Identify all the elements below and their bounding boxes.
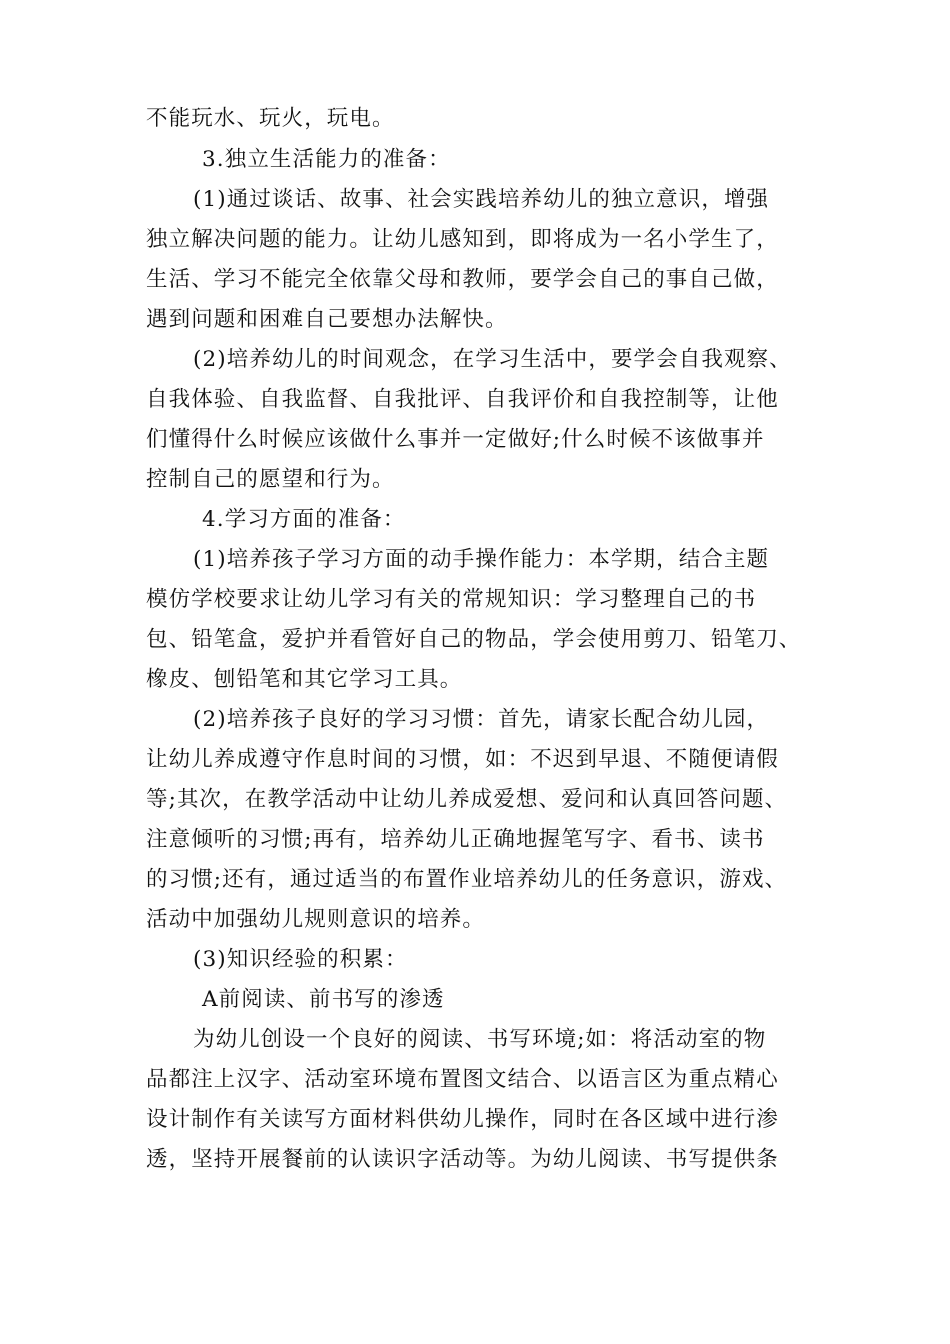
text-line: (1)通过谈话、故事、社会实践培养幼儿的独立意识，增强	[193, 187, 770, 212]
text-line: 品都注上汉字、活动室环境布置图文结合、以语言区为重点精心	[146, 1067, 779, 1092]
text-line: (2)培养孩子良好的学习习惯：首先，请家长配合幼儿园，	[193, 707, 770, 732]
section-heading: 4.学习方面的准备：	[202, 507, 406, 532]
text-line: 独立解决问题的能力。让幼儿感知到，即将成为一名小学生了，	[146, 227, 779, 252]
text-line: 让幼儿养成遵守作息时间的习惯，如：不迟到早退、不随便请假	[146, 747, 779, 772]
text-line: 生活、学习不能完全依靠父母和教师，要学会自己的事自己做，	[146, 267, 779, 292]
text-line: 活动中加强幼儿规则意识的培养。	[146, 907, 486, 932]
text-line: (2)培养幼儿的时间观念，在学习生活中，要学会自我观察、	[193, 347, 792, 372]
text-line: 注意倾听的习惯;再有，培养幼儿正确地握笔写字、看书、读书	[146, 827, 765, 852]
text-line: (3)知识经验的积累：	[193, 947, 408, 972]
section-heading: 3.独立生活能力的准备：	[202, 147, 451, 172]
text-line: 等;其次，在教学活动中让幼儿养成爱想、爱问和认真回答问题、	[146, 787, 788, 812]
text-line: 控制自己的愿望和行为。	[146, 467, 395, 492]
text-line: 们懂得什么时候应该做什么事并一定做好;什么时候不该做事并	[146, 427, 765, 452]
text-line: 模仿学校要求让幼儿学习有关的常规知识：学习整理自己的书	[146, 587, 757, 612]
text-line: 设计制作有关读写方面材料供幼儿操作，同时在各区域中进行渗	[146, 1107, 779, 1132]
text-line: 自我体验、自我监督、自我批评、自我评价和自我控制等，让他	[146, 387, 779, 412]
text-line: (1)培养孩子学习方面的动手操作能力：本学期，结合主题	[193, 547, 770, 572]
text-line: 包、铅笔盒，爱护并看管好自己的物品，学会使用剪刀、铅笔刀、	[146, 627, 802, 652]
subsection-heading: A前阅读、前书写的渗透	[202, 987, 445, 1012]
text-line: 的习惯;还有，通过适当的布置作业培养幼儿的任务意识，游戏、	[146, 867, 788, 892]
text-line: 橡皮、刨铅笔和其它学习工具。	[146, 667, 463, 692]
text-line: 透，坚持开展餐前的认读识字活动等。为幼儿阅读、书写提供条	[146, 1147, 779, 1172]
text-line: 为幼儿创设一个良好的阅读、书写环境;如：将活动室的物	[193, 1027, 767, 1052]
text-line: 不能玩水、玩火，玩电。	[146, 106, 395, 131]
text-line: 遇到问题和困难自己要想办法解快。	[146, 307, 508, 332]
